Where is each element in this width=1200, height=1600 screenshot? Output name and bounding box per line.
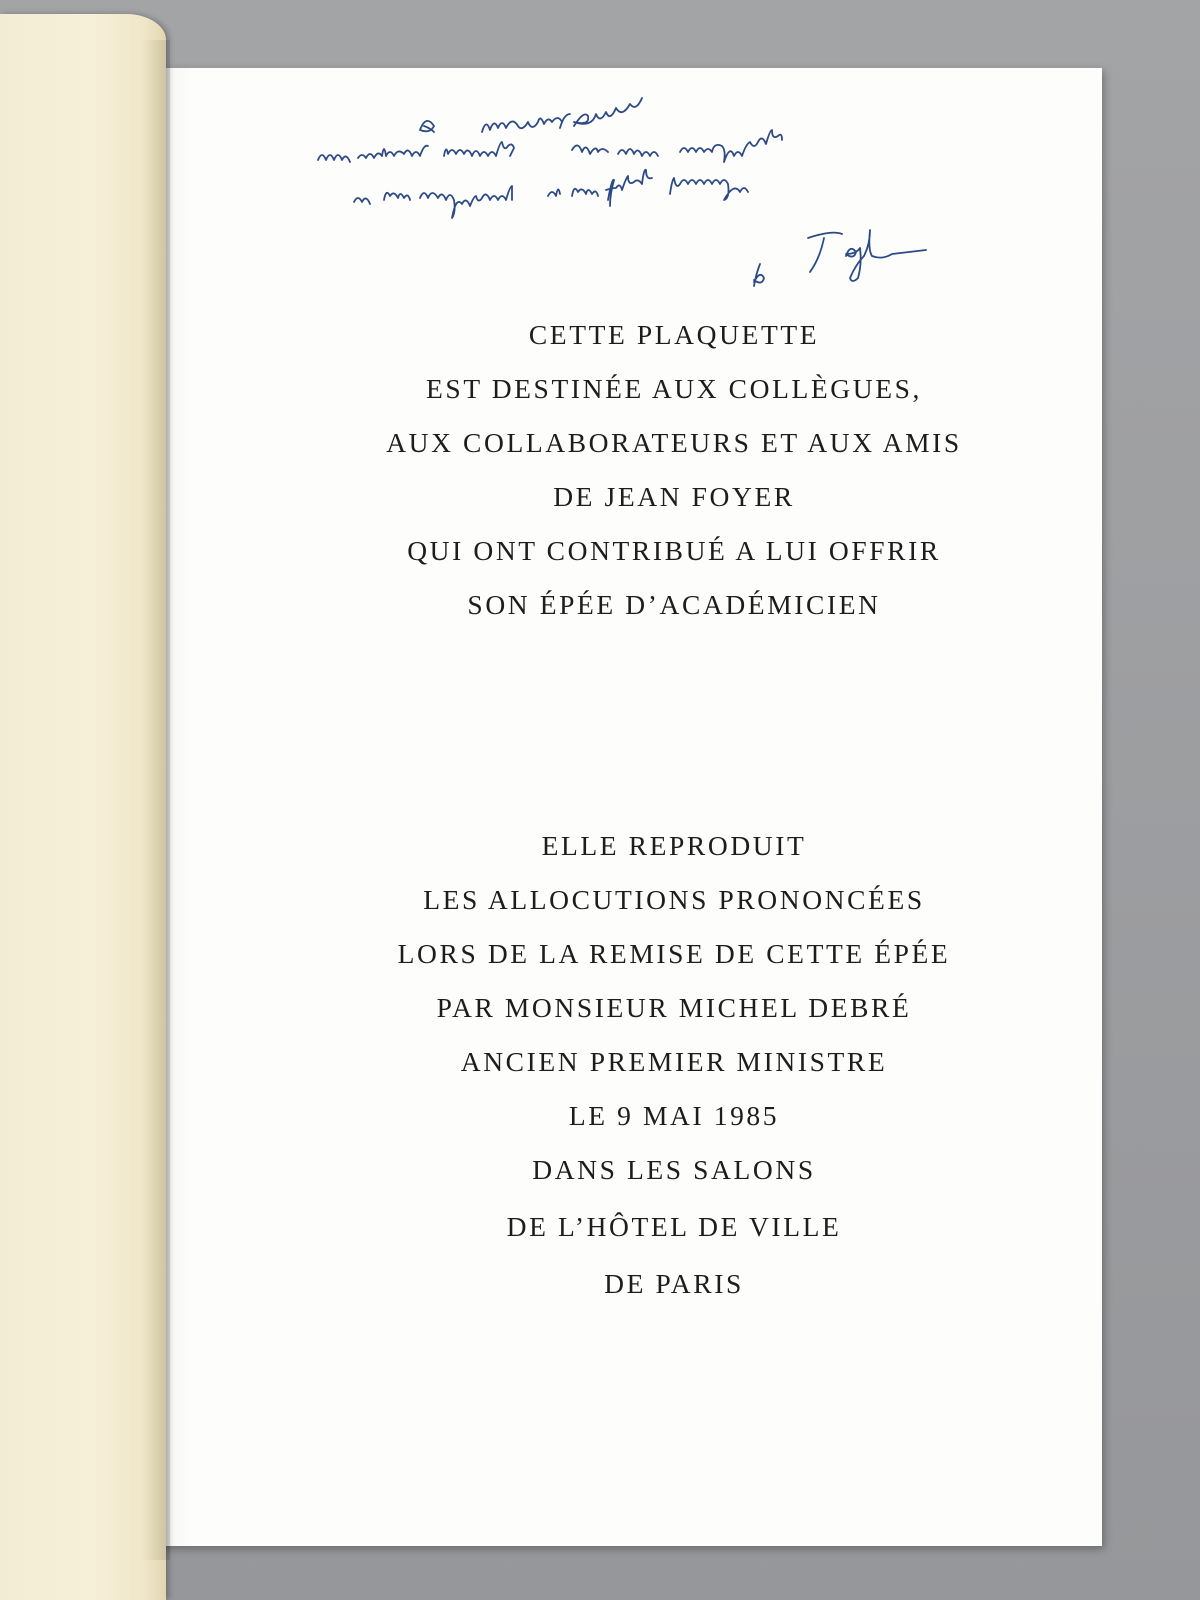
handwriting-line-3 (354, 170, 748, 218)
paragraph-2-line: DE PARIS (604, 1268, 744, 1299)
paragraph-2-line: ANCIEN PREMIER MINISTRE (460, 1046, 888, 1077)
paragraph-2-line: PAR MONSIEUR MICHEL DEBRÉ (436, 992, 912, 1023)
colophon-paragraph (254, 819, 1094, 1311)
paragraph-1-line: SON ÉPÉE D’ACADÉMICIEN (467, 589, 881, 620)
paragraph-1-line: QUI ONT CONTRIBUÉ A LUI OFFRIR (407, 535, 941, 566)
paragraph-1-line: EST DESTINÉE AUX COLLÈGUES, (426, 373, 922, 404)
ink-strokes (318, 98, 926, 286)
paragraph-2-line: DANS LES SALONS (532, 1154, 816, 1185)
paragraph-2-line: LORS DE LA REMISE DE CETTE ÉPÉE (397, 938, 951, 969)
dedication-paragraph (254, 308, 1094, 632)
paragraph-1-line: DE JEAN FOYER (553, 481, 795, 512)
paragraph-2-line: ELLE REPRODUIT (541, 830, 807, 861)
paragraph-2-line: LES ALLOCUTIONS PRONONCÉES (423, 884, 925, 915)
handwriting-line-1 (420, 98, 642, 132)
paragraph-2-line: DE L’HÔTEL DE VILLE (506, 1211, 842, 1242)
paragraph-2-line: LE 9 MAI 1985 (568, 1100, 780, 1131)
book-page (132, 68, 1102, 1546)
handwriting-line-2 (318, 130, 782, 162)
signature-drawing (754, 230, 926, 286)
paragraph-1-line: CETTE PLAQUETTE (528, 319, 820, 350)
paragraph-1-line: AUX COLLABORATEURS ET AUX AMIS (386, 427, 962, 458)
page-gutter-shadow (140, 40, 170, 1560)
